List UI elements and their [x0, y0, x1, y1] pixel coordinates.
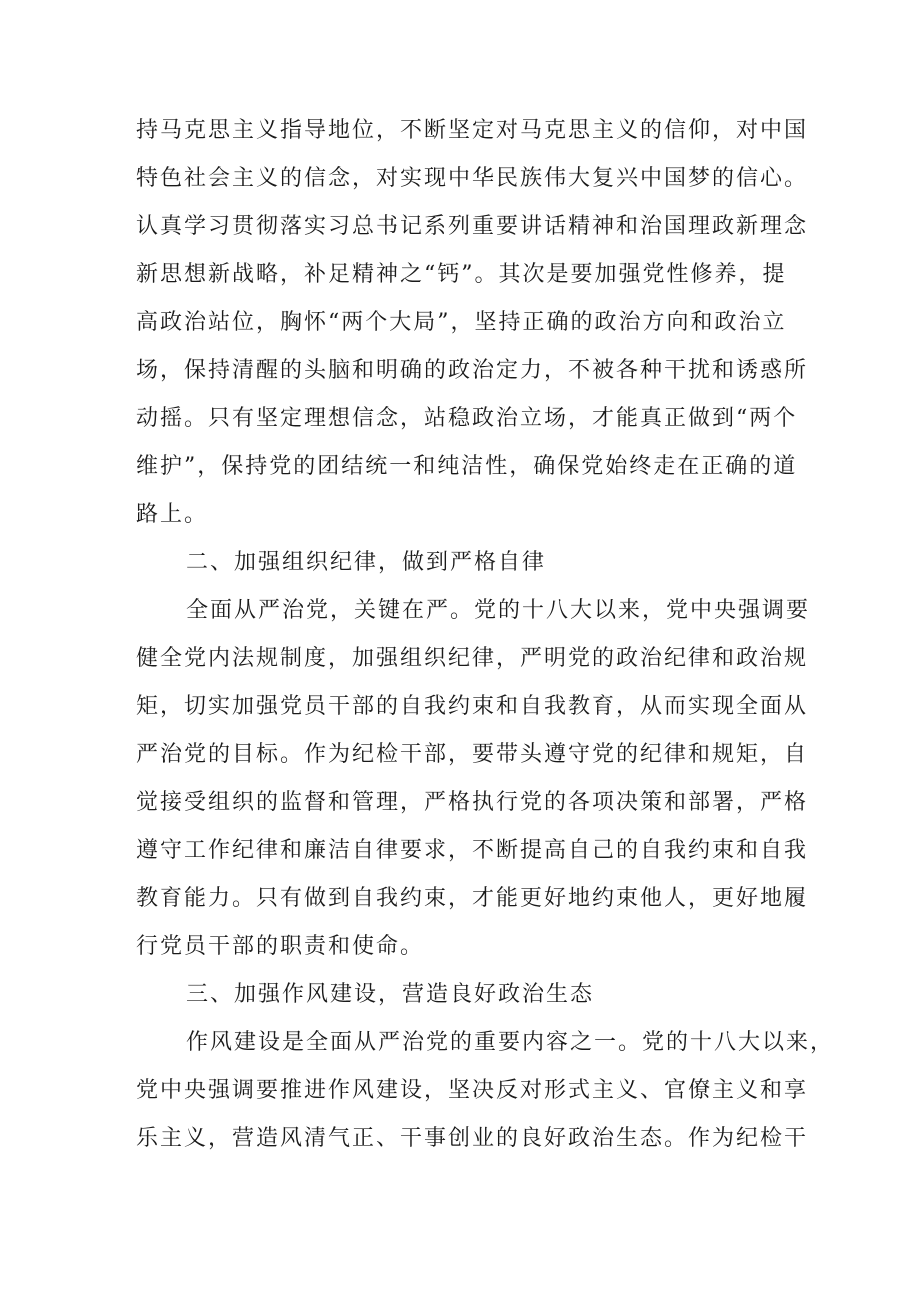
- paragraph-line: 严治党的目标。作为纪检干部，要带头遵守党的纪律和规矩，自: [136, 742, 809, 767]
- paragraph-line: 场，保持清醒的头脑和明确的政治定力，不被各种干扰和诱惑所: [136, 358, 809, 383]
- paragraph-line: 遵守工作纪律和廉洁自律要求，不断提高自己的自我约束和自我: [136, 838, 809, 863]
- paragraph-line: 健全党内法规制度，加强组织纪律，严明党的政治纪律和政治规: [136, 646, 809, 671]
- paragraph-line: 认真学习贯彻落实习总书记系列重要讲话精神和治国理政新理念: [136, 214, 809, 239]
- paragraph-line: 乐主义，营造风清气正、干事创业的良好政治生态。作为纪检干: [136, 1126, 809, 1151]
- paragraph-line: 矩，切实加强党员干部的自我约束和自我教育，从而实现全面从: [136, 694, 809, 719]
- paragraph-line: 持马克思主义指导地位，不断坚定对马克思主义的信仰，对中国: [136, 118, 809, 143]
- paragraph-line: 高政治站位，胸怀“两个大局”，坚持正确的政治方向和政治立: [136, 310, 787, 335]
- paragraph-line: 特色社会主义的信念，对实现中华民族伟大复兴中国梦的信心。: [136, 166, 809, 191]
- section-heading-3: 三、加强作风建设，营造良好政治生态: [186, 982, 595, 1007]
- paragraph-line: 党中央强调要推进作风建设，坚决反对形式主义、官僚主义和享: [136, 1078, 809, 1103]
- paragraph-line: 行党员干部的职责和使命。: [136, 934, 425, 959]
- paragraph-line: 全面从严治党，关键在严。党的十八大以来，党中央强调要: [186, 598, 811, 623]
- paragraph-line: 教育能力。只有做到自我约束，才能更好地约束他人，更好地履: [136, 886, 809, 911]
- paragraph-line: 路上。: [136, 502, 209, 527]
- paragraph-line: 动摇。只有坚定理想信念，站稳政治立场，才能真正做到“两个: [136, 406, 798, 431]
- paragraph-line: 维护”，保持党的团结统一和纯洁性，确保党始终走在正确的道: [136, 454, 798, 479]
- paragraph-line: 新思想新战略，补足精神之“钙”。其次是要加强党性修养，提: [136, 262, 787, 287]
- paragraph-line: 作风建设是全面从严治党的重要内容之一。党的十八大以来，: [186, 1030, 835, 1055]
- paragraph-line: 觉接受组织的监督和管理，严格执行党的各项决策和部署，严格: [136, 790, 809, 815]
- section-heading-2: 二、加强组织纪律，做到严格自律: [186, 550, 547, 575]
